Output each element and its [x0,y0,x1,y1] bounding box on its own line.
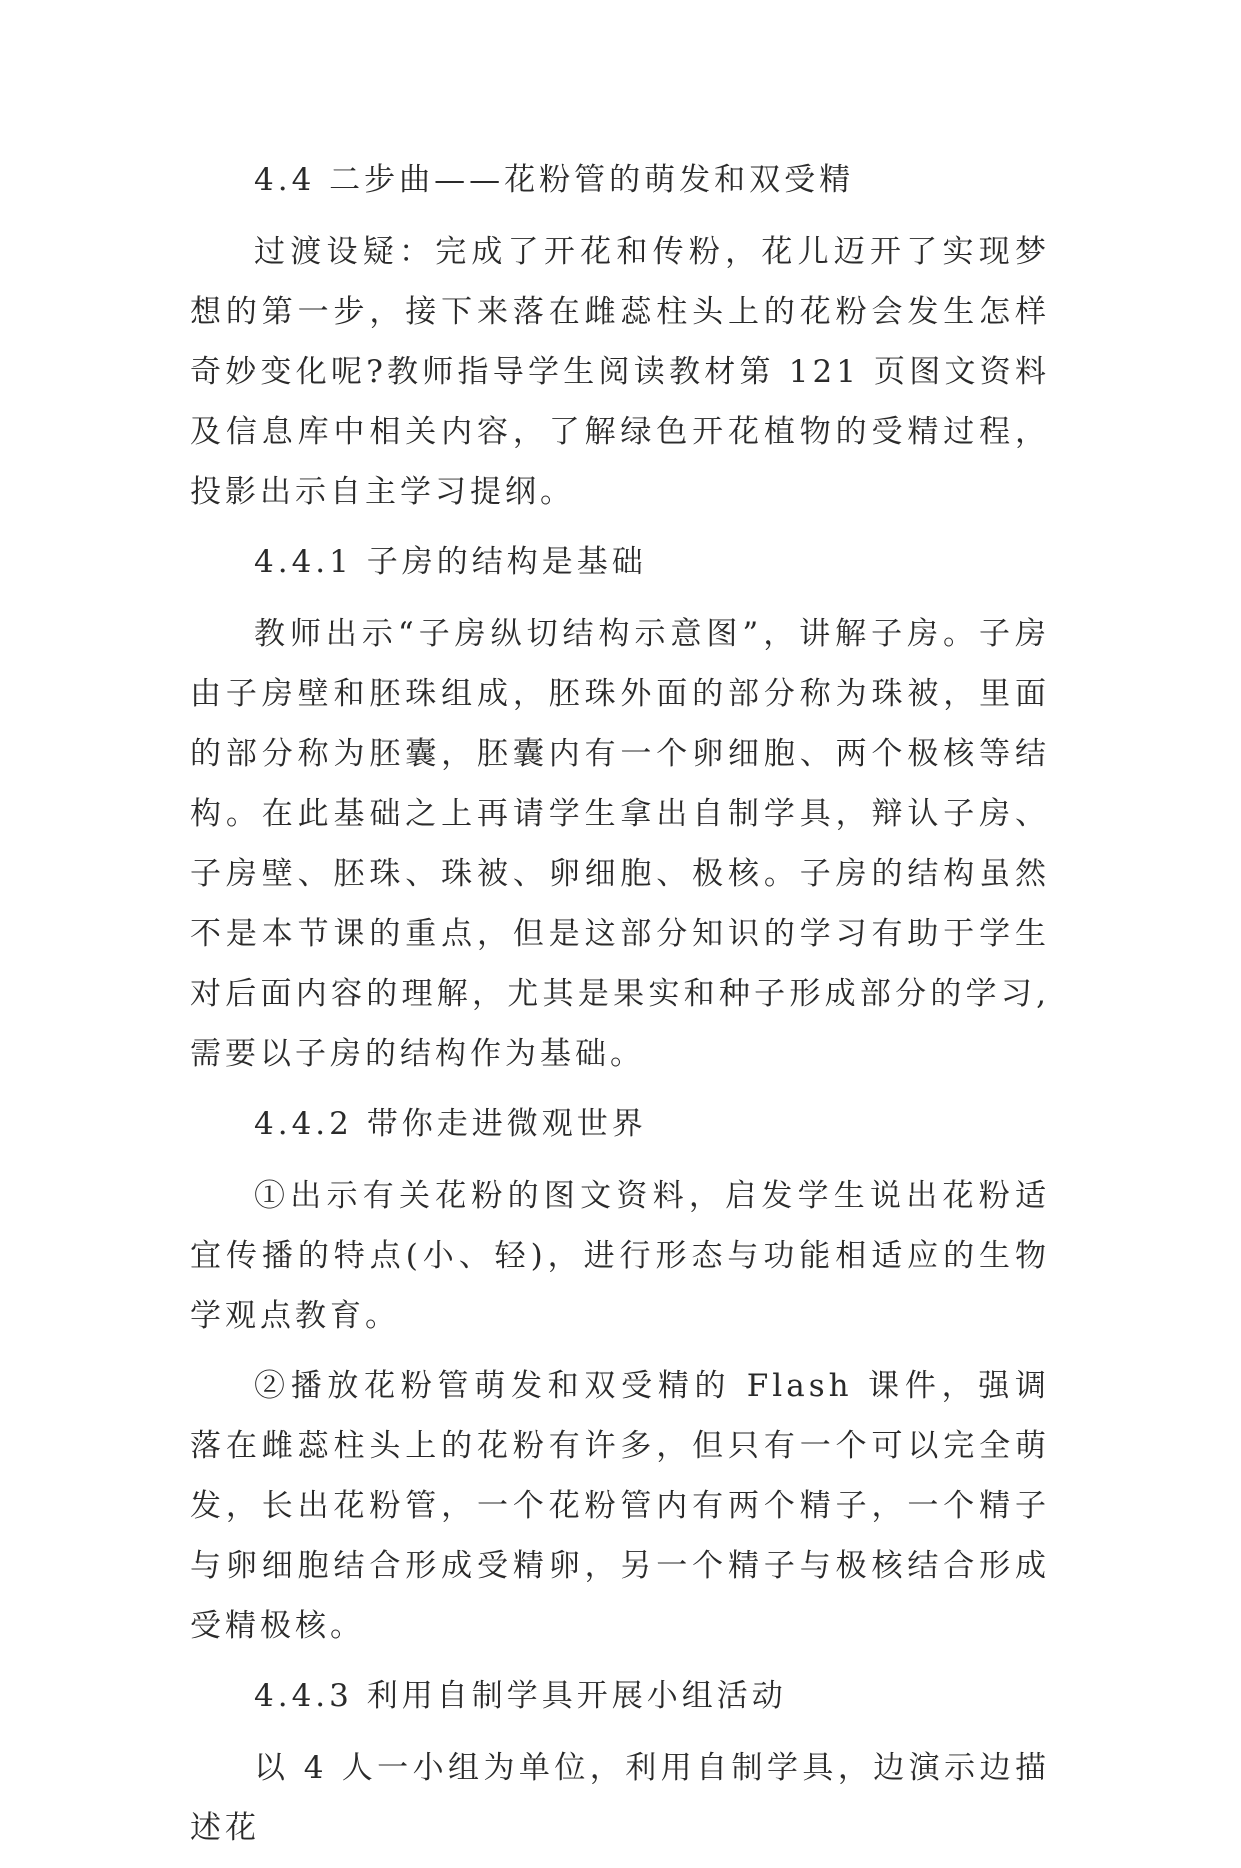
section-heading: 4.4.2 带你走进微观世界 [254,1106,647,1142]
section-heading: 4.4 二步曲——花粉管的萌发和双受精 [254,162,855,198]
document-body [190,150,1050,1868]
body-paragraph: 过渡设疑：完成了开花和传粉，花儿迈开了实现梦想的第一步，接下来落在雌蕊柱头上的花粉会发生怎样奇妙变化呢?教师指导学生阅读教材第 121 页图文资料及信息库中相关内容，了解绿色开花植物的受精过程，投影出示自主学习提纲。 [190,234,1050,510]
section-heading: 4.4.3 利用自制学具开展小组活动 [254,1678,787,1714]
section-heading: 4.4.1 子房的结构是基础 [254,544,647,580]
body-paragraph: ②播放花粉管萌发和双受精的 Flash 课件，强调落在雌蕊柱头上的花粉有许多，但只有一个可以完全萌发，长出花粉管，一个花粉管内有两个精子，一个精子与卵细胞结合形成受精卵，另一个精子与极核结合形成受精极核。 [190,1368,1050,1644]
body-paragraph: 教师出示“子房纵切结构示意图”，讲解子房。子房由子房壁和胚珠组成，胚珠外面的部分称为珠被，里面的部分称为胚囊，胚囊内有一个卵细胞、两个极核等结构。在此基础之上再请学生拿出自制学具，辩认子房、子房壁、胚珠、珠被、卵细胞、极核。子房的结构虽然不是本节课的重点，但是这部分知识的学习有助于学生对后面内容的理解，尤其是果实和种子形成部分的学习,需要以子房的结构作为基础。 [190,616,1050,1072]
body-paragraph: ①出示有关花粉的图文资料，启发学生说出花粉适宜传播的特点(小、轻)，进行形态与功能相适应的生物学观点教育。 [190,1178,1050,1334]
body-paragraph: 以 4 人一小组为单位，利用自制学具，边演示边描述花 [190,1750,1050,1846]
